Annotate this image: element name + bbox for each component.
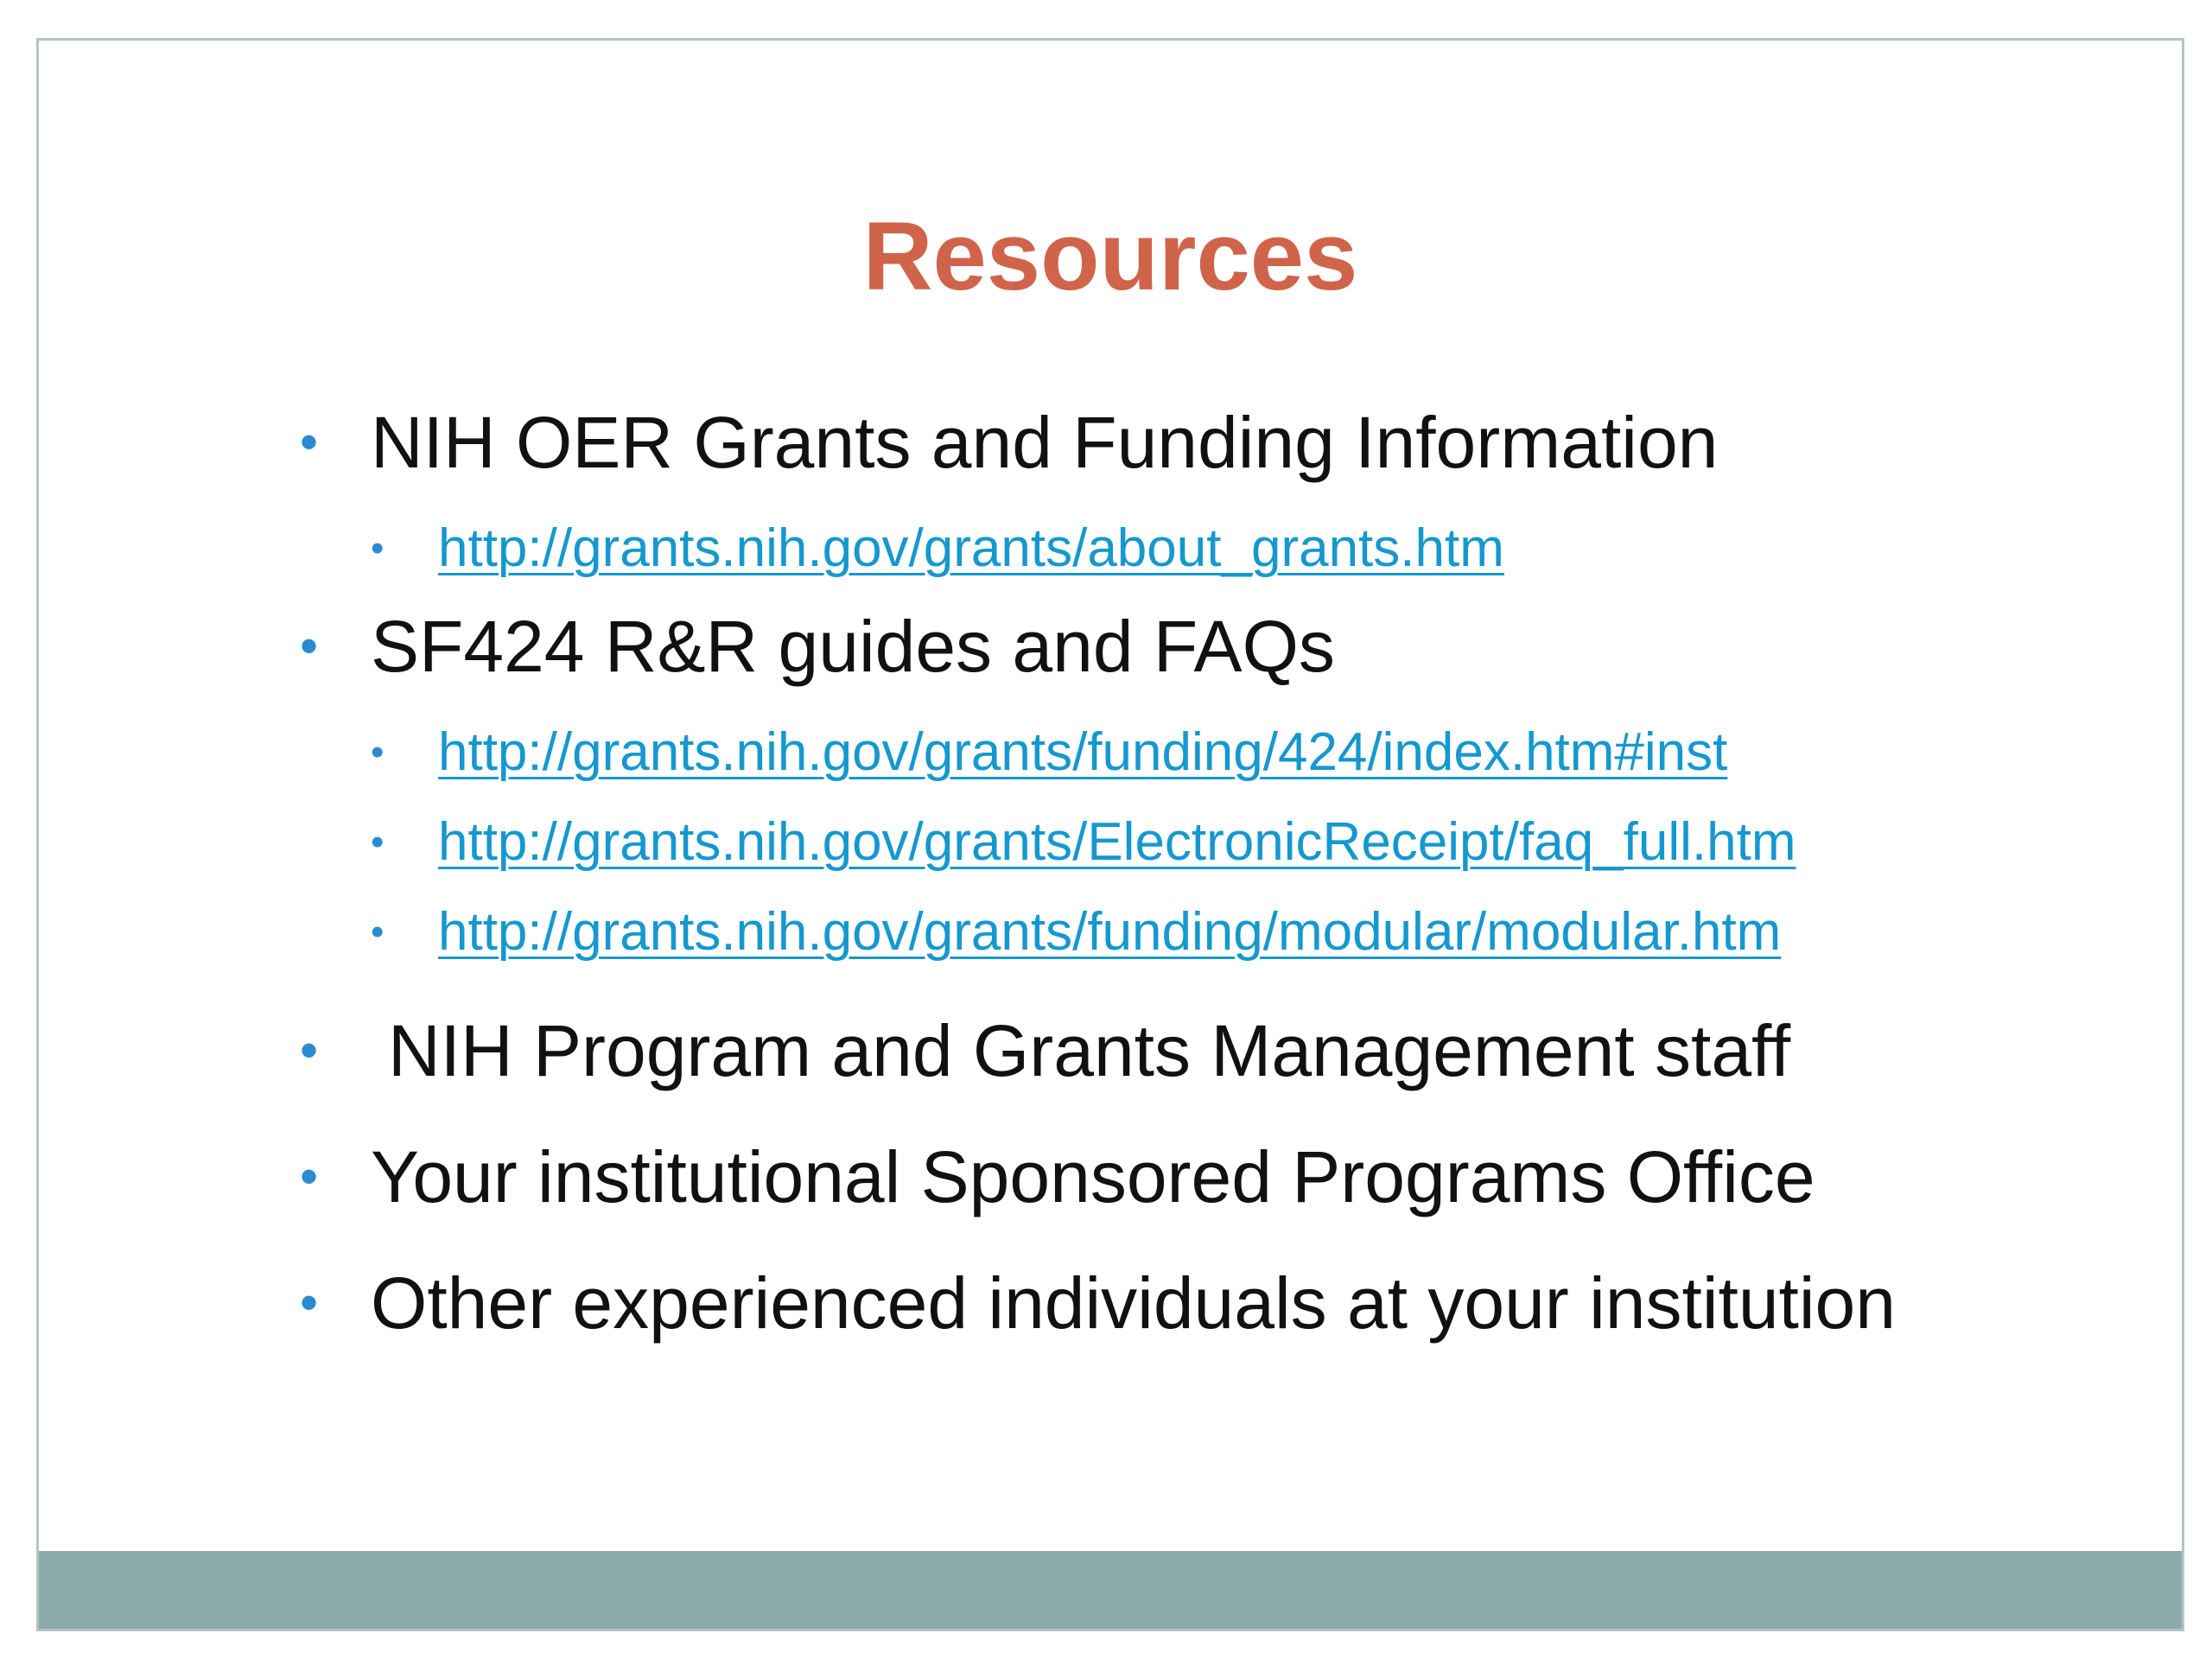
link-about-grants[interactable]: http://grants.nih.gov/grants/about_grants.htm	[438, 518, 1504, 578]
link-modular[interactable]: http://grants.nih.gov/grants/funding/modular/modular.htm	[438, 902, 1782, 962]
slide	[36, 38, 2184, 1631]
sub-list-item	[264, 806, 2164, 879]
bullet-icon: •	[300, 617, 319, 675]
bullet-list	[264, 395, 2164, 1351]
list-item-text: Your institutional Sponsored Programs Office	[371, 1136, 1815, 1217]
link-electronic-receipt-faq[interactable]: http://grants.nih.gov/grants/ElectronicReceipt/faq_full.htm	[438, 812, 1796, 872]
bullet-icon: •	[371, 527, 385, 569]
bullet-icon: •	[371, 821, 385, 863]
list-item-text: NIH OER Grants and Funding Information	[371, 402, 1719, 483]
sub-list-item	[264, 716, 2164, 789]
list-item	[264, 1255, 2164, 1351]
list-item	[264, 1129, 2164, 1224]
list-item-text: Other experienced individuals at your institution	[371, 1262, 1896, 1344]
link-424-index[interactable]: http://grants.nih.gov/grants/funding/424/index.htm#inst	[438, 722, 1728, 782]
bullet-icon: •	[300, 1274, 319, 1332]
bullet-icon: •	[371, 911, 385, 953]
sub-list-item	[264, 896, 2164, 969]
list-item	[264, 1003, 2164, 1098]
list-item-text: NIH Program and Grants Management staff	[388, 1010, 1791, 1091]
list-item	[264, 395, 2164, 490]
bullet-icon: •	[300, 1147, 319, 1205]
slide-title: Resources	[862, 202, 1358, 310]
footer-bar	[39, 1551, 2182, 1629]
bullet-icon: •	[371, 731, 385, 773]
list-item	[264, 599, 2164, 694]
bullet-icon: •	[300, 413, 319, 471]
sub-list-item	[264, 512, 2164, 585]
bullet-icon: •	[300, 1021, 319, 1079]
list-item-text: SF424 R&R guides and FAQs	[371, 606, 1335, 687]
